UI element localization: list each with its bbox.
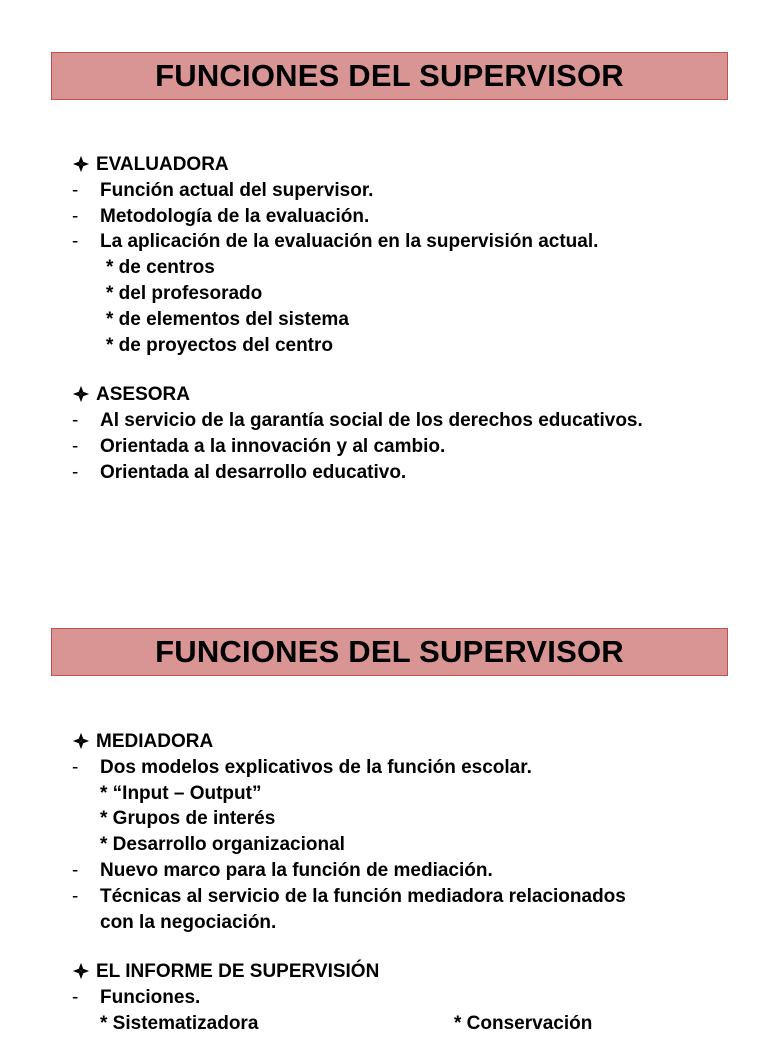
list-item: - Al servicio de la garantía social de los derechos educativos.: [72, 410, 643, 432]
slide1-content: [72, 152, 752, 486]
slide2-content: [72, 729, 752, 1037]
list-item: - Orientada al desarrollo educativo.: [72, 461, 407, 483]
slide2-title: FUNCIONES DEL SUPERVISOR: [155, 634, 624, 669]
slide1-title: FUNCIONES DEL SUPERVISOR: [155, 58, 624, 93]
sub-item: * Desarrollo organizacional: [100, 834, 345, 856]
slide1-title-box: [51, 52, 728, 100]
diamond-bullet-icon: [72, 962, 90, 980]
list-item: - Metodología de la evaluación.: [72, 205, 370, 227]
sub-item: * de centros: [106, 257, 215, 279]
list-item: - Función actual del supervisor.: [72, 179, 374, 201]
list-item: - Nuevo marco para la función de mediación.: [72, 859, 493, 881]
list-item: - La aplicación de la evaluación en la supervisión actual.: [72, 231, 599, 253]
slide2-title-box: [51, 628, 728, 676]
evaluadora-heading: EVALUADORA: [72, 152, 752, 178]
sub-item: * “Input – Output”: [100, 782, 262, 804]
list-item: - Orientada a la innovación y al cambio.: [72, 435, 446, 457]
list-item-continuation: con la negociación.: [100, 911, 277, 933]
diamond-bullet-icon: [72, 155, 90, 173]
sub-item: * Grupos de interés: [100, 808, 276, 830]
list-item: - Funciones.: [72, 987, 201, 1009]
list-item: - Dos modelos explicativos de la función escolar.: [72, 756, 532, 778]
sub-item: * del profesorado: [106, 282, 263, 304]
diamond-bullet-icon: [72, 385, 90, 403]
sub-item: * de elementos del sistema: [106, 308, 349, 330]
sub-item: * de proyectos del centro: [106, 334, 334, 356]
list-item: - Técnicas al servicio de la función mediadora relacionados: [72, 885, 626, 907]
mediadora-heading: MEDIADORA: [72, 729, 752, 755]
asesora-heading: ASESORA: [72, 382, 752, 408]
informe-heading: EL INFORME DE SUPERVISIÓN: [72, 959, 752, 985]
sub-item: * Sistematizadora: [100, 1012, 259, 1034]
sub-item: * Conservación: [454, 1012, 593, 1034]
diamond-bullet-icon: [72, 732, 90, 750]
